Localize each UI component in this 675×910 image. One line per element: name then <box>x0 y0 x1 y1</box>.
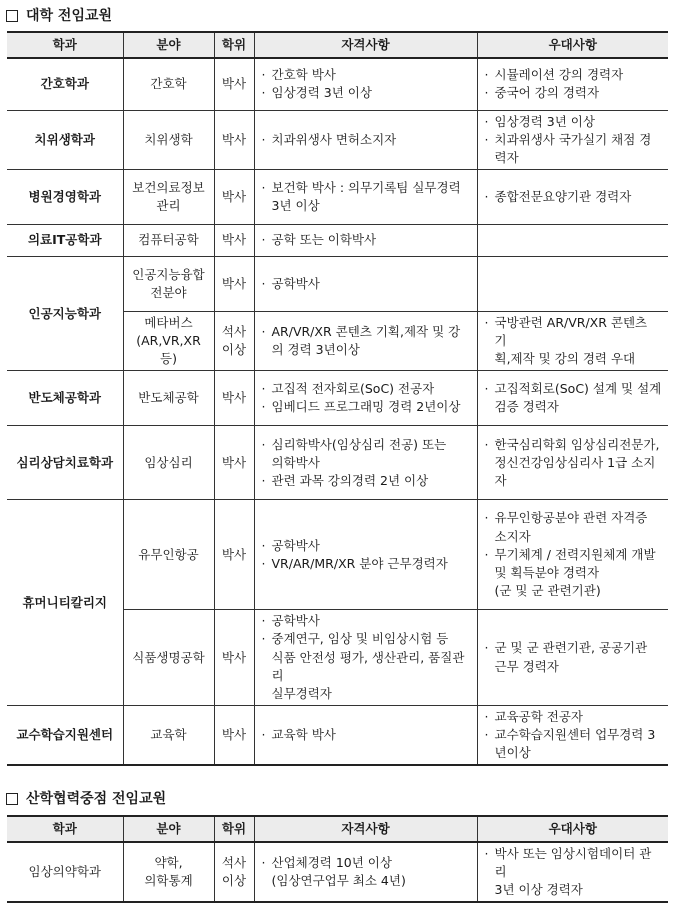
faculty-table <box>7 31 668 766</box>
preference-cell <box>477 110 668 169</box>
qualification-cell <box>254 58 477 110</box>
field-cell: 컴퓨터공학 <box>123 224 214 256</box>
table-row <box>7 110 668 169</box>
list-item: · 고집적회로(SoC) 설계 및 설계 <box>484 380 663 398</box>
field-line: 보건의료정보 <box>132 179 205 195</box>
list-item: · 교육공학 전공자 <box>484 708 663 726</box>
field-cell <box>123 842 214 902</box>
list-item: · 공학박사 <box>261 275 471 293</box>
dept-cell: 인공지능학과 <box>7 256 123 370</box>
list-item-continuation: 식품 안전성 평가, 생산관리, 품질관리 <box>271 649 465 683</box>
degree-line: 이상 <box>221 873 247 889</box>
list-item-continuation: (군 및 군 관련기관) <box>494 582 601 598</box>
degree-cell: 박사 <box>214 110 254 169</box>
qualification-cell <box>254 426 477 500</box>
preference-cell <box>477 371 668 426</box>
list-item: · 공학 또는 이학박사 <box>261 231 471 249</box>
header-dept: 학과 <box>7 32 123 58</box>
degree-cell: 박사 <box>214 705 254 765</box>
qualification-cell <box>254 110 477 169</box>
header-preference: 우대사항 <box>477 816 668 842</box>
dept-cell: 치위생학과 <box>7 110 123 169</box>
degree-cell <box>214 842 254 902</box>
header-field: 분야 <box>123 32 214 58</box>
field-line: 인공지능융합 <box>132 266 205 282</box>
degree-cell: 박사 <box>214 426 254 500</box>
section-title-text: 대학 전임교원 <box>26 8 113 24</box>
header-field: 분야 <box>123 816 214 842</box>
list-item-continuation: (임상연구업무 최소 4년) <box>271 873 406 889</box>
field-cell: 식품생명공학 <box>123 610 214 706</box>
list-item: · 임상경력 3년 이상 <box>484 113 663 131</box>
field-line: 전분야 <box>150 284 187 300</box>
dept-cell: 병원경영학과 <box>7 169 123 224</box>
degree-line: 석사 <box>221 323 247 339</box>
field-cell: 교육학 <box>123 705 214 765</box>
list-item: · 고집적 전자회로(SoC) 전공자 <box>261 380 471 398</box>
list-item-continuation: 3년 이상 경력자 <box>494 882 583 898</box>
list-item-continuation: 3년 이상 <box>271 197 320 213</box>
list-item-continuation: 근무 경력자 <box>494 658 559 674</box>
list-item: · 한국심리학회 임상심리전문가, <box>484 436 663 454</box>
table-row <box>7 371 668 426</box>
degree-cell: 박사 <box>214 58 254 110</box>
list-item: · 간호학 박사 <box>261 66 471 84</box>
field-cell: 치위생학 <box>123 110 214 169</box>
dept-cell: 임상의약학과 <box>7 842 123 902</box>
qualification-cell <box>254 224 477 256</box>
list-item: · 중국어 강의 경력자 <box>484 84 663 102</box>
table-row <box>7 256 668 311</box>
table-row <box>7 842 668 902</box>
table-row <box>7 58 668 110</box>
degree-cell: 박사 <box>214 610 254 706</box>
header-qualification: 자격사항 <box>254 32 477 58</box>
table-row <box>7 426 668 500</box>
qualification-cell <box>254 705 477 765</box>
qualification-cell <box>254 169 477 224</box>
section-title-text: 산학협력중점 전임교원 <box>26 791 167 807</box>
list-item: · 임베디드 프로그래밍 경력 2년이상 <box>261 398 471 416</box>
list-item: · 국방관련 AR/VR/XR 콘텐츠 기 <box>484 314 663 350</box>
list-item: · 교육학 박사 <box>261 726 471 744</box>
degree-cell: 박사 <box>214 224 254 256</box>
field-cell <box>123 256 214 311</box>
list-item: · 종합전문요양기관 경력자 <box>484 188 663 206</box>
list-item-continuation: 실무경력자 <box>271 685 332 701</box>
field-line: (AR,VR,XR 등) <box>136 333 201 367</box>
field-cell: 간호학 <box>123 58 214 110</box>
checkbox-square-icon <box>6 10 18 22</box>
table-header-row <box>7 32 668 58</box>
industry-faculty-table <box>7 815 668 903</box>
table-row <box>7 500 668 610</box>
list-item-continuation: 의학박사 <box>271 454 320 470</box>
list-item: · 군 및 군 관련기관, 공공기관 <box>484 639 663 657</box>
table-row <box>7 224 668 256</box>
list-item: · 공학박사 <box>261 612 471 630</box>
field-line: 관리 <box>156 197 181 213</box>
preference-cell <box>477 842 668 902</box>
list-item: · 시뮬레이션 강의 경력자 <box>484 66 663 84</box>
list-item: · 무기체계 / 전력지원체계 개발 <box>484 546 663 564</box>
field-cell: 임상심리 <box>123 426 214 500</box>
list-item: · 보건학 박사 : 의무기록팀 실무경력 <box>261 179 471 197</box>
list-item: · 임상경력 3년 이상 <box>261 84 471 102</box>
preference-cell <box>477 705 668 765</box>
degree-cell: 박사 <box>214 256 254 311</box>
section-title-faculty <box>6 6 112 26</box>
list-item: · 산업체경력 10년 이상 <box>261 854 471 872</box>
section-title-industry <box>6 789 166 809</box>
list-item-continuation: 검증 경력자 <box>494 399 559 415</box>
preference-cell <box>477 426 668 500</box>
qualification-cell <box>254 311 477 370</box>
header-qualification: 자격사항 <box>254 816 477 842</box>
degree-cell: 박사 <box>214 371 254 426</box>
degree-cell: 박사 <box>214 500 254 610</box>
degree-line: 석사 <box>221 855 247 871</box>
qualification-cell <box>254 500 477 610</box>
field-cell <box>123 311 214 370</box>
list-item: · 교수학습지원센터 업무경력 3년이상 <box>484 726 663 762</box>
header-dept: 학과 <box>7 816 123 842</box>
list-item: · 중계연구, 임상 및 비임상시험 등 <box>261 630 471 648</box>
qualification-cell <box>254 842 477 902</box>
list-item-continuation: 및 획득분야 경력자 <box>494 564 600 580</box>
field-line: 메타버스 <box>144 314 193 330</box>
list-item: · 치과위생사 국가실기 채점 경력자 <box>484 131 663 167</box>
dept-cell: 심리상담치료학과 <box>7 426 123 500</box>
header-degree: 학위 <box>214 32 254 58</box>
preference-cell <box>477 224 668 256</box>
degree-cell <box>214 311 254 370</box>
table-row <box>7 705 668 765</box>
list-item: · 관련 과목 강의경력 2년 이상 <box>261 472 471 490</box>
header-degree: 학위 <box>214 816 254 842</box>
preference-cell <box>477 169 668 224</box>
list-item: · 유무인항공분야 관련 자격증 <box>484 509 663 527</box>
list-item: · VR/AR/MR/XR 분야 근무경력자 <box>261 555 471 573</box>
degree-line: 이상 <box>221 342 247 358</box>
dept-cell: 반도체공학과 <box>7 371 123 426</box>
list-item-continuation: 정신건강임상심리사 1급 소지자 <box>494 454 656 488</box>
list-item-continuation: 획,제작 및 강의 경력 우대 <box>494 351 636 367</box>
table-header-row <box>7 816 668 842</box>
list-item: · 공학박사 <box>261 537 471 555</box>
preference-cell <box>477 58 668 110</box>
dept-cell: 의료IT공학과 <box>7 224 123 256</box>
dept-cell: 간호학과 <box>7 58 123 110</box>
qualification-cell <box>254 256 477 311</box>
list-item: · 치과위생사 면허소지자 <box>261 131 471 149</box>
degree-cell: 박사 <box>214 169 254 224</box>
field-line: 의학통계 <box>144 873 193 889</box>
preference-cell <box>477 256 668 311</box>
qualification-cell <box>254 371 477 426</box>
preference-cell <box>477 500 668 610</box>
list-item-continuation: 의 경력 3년이상 <box>271 342 360 358</box>
field-cell: 반도체공학 <box>123 371 214 426</box>
checkbox-square-icon <box>6 793 18 805</box>
field-line: 약학, <box>154 855 183 871</box>
field-cell <box>123 169 214 224</box>
preference-cell <box>477 311 668 370</box>
list-item: · AR/VR/XR 콘텐츠 기획,제작 및 강 <box>261 323 471 341</box>
dept-cell: 휴머니티칼리지 <box>7 500 123 706</box>
header-preference: 우대사항 <box>477 32 668 58</box>
list-item: · 심리학박사(임상심리 전공) 또는 <box>261 436 471 454</box>
preference-cell <box>477 610 668 706</box>
field-cell: 유무인항공 <box>123 500 214 610</box>
dept-cell: 교수학습지원센터 <box>7 705 123 765</box>
table-row <box>7 169 668 224</box>
list-item-continuation: 소지자 <box>494 528 531 544</box>
qualification-cell <box>254 610 477 706</box>
list-item: · 박사 또는 임상시험데이터 관리 <box>484 845 663 881</box>
